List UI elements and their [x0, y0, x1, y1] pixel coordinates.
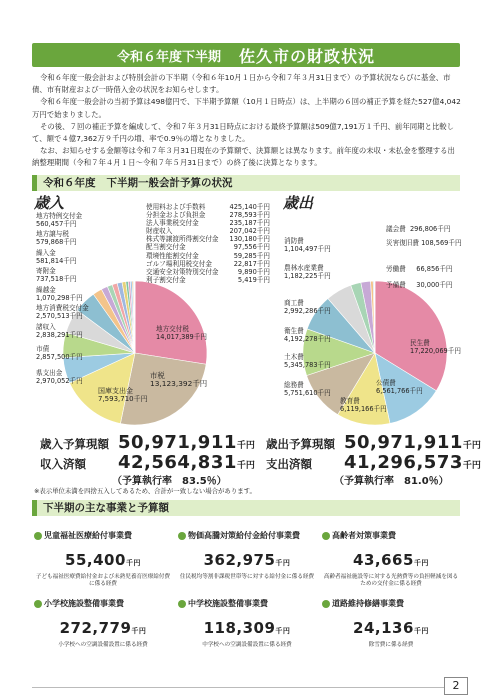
exp-label-somu: 総務費 5,751,610千円: [284, 381, 331, 397]
list-item: 環境性能割交付金 59,285千円: [146, 251, 270, 260]
title-banner: [32, 43, 460, 67]
project-card-elementary: 小学校施設整備事業費 272,779千円 小学校への空調設備設置に係る経費: [34, 598, 172, 649]
section-prefix: 令和６年度: [43, 177, 96, 189]
title-period: 令和６年度下半期: [116, 49, 221, 65]
exp-label-saigai: 災害復旧費 108,569千円: [386, 239, 462, 247]
exp-label-doboku: 土木費 5,345,783千円: [284, 353, 331, 369]
section-header-projects: 下半期の主な事業と予算額: [32, 500, 460, 516]
rev-big-label-kofuzei: 地方交付税 14,017,389千円: [156, 325, 207, 341]
exp-paid-value: 41,296,573: [344, 452, 463, 473]
pie-slice: [135, 281, 207, 364]
section-title: 下半期一般会計予算の状況: [106, 177, 233, 189]
list-item: 利子割交付金 5,419千円: [146, 275, 270, 284]
rev-label-tokurei: 地方特例交付金 560,457千円: [36, 212, 83, 228]
list-item: 使用料および手数料 425,140千円: [146, 203, 270, 211]
rev-received-summary: 収入済額 42,564,831千円: [40, 452, 255, 473]
rev-label-kurire: 繰入金 581,814千円: [36, 249, 77, 265]
exp-label-yobi: 予備費 30,000千円: [386, 281, 453, 289]
rounding-note: ※表示単位未満を四捨五入してあるため、合計が一致しない場合があります。: [34, 487, 256, 495]
rev-budget-value: 50,971,911: [118, 432, 237, 453]
page-title: 佐久市の財政状況: [239, 46, 376, 66]
bullet-icon: [322, 532, 330, 540]
bullet-icon: [178, 600, 186, 608]
exp-label-shoko: 商工費 2,992,286千円: [284, 299, 331, 315]
page-number: 2: [444, 677, 468, 695]
rev-label-kifu: 寄附金 737,518千円: [36, 267, 77, 283]
intro-paragraph: その後、７回の補正予算を編成して、令和７年３月31日時点における最終予算額は509億7,191万１千円、前年同期と比較して、額で４億7,362万９千円の増、率で0.9％の増となりました。: [32, 121, 455, 144]
list-item: 財産収入 207,042千円: [146, 227, 270, 236]
exp-budget-summary: 歳出予算現額 50,971,911千円: [266, 432, 481, 453]
list-item: ゴルフ場利用税交付金 22,817千円: [146, 259, 270, 268]
project-card-price-relief: 物価高騰対策給付金給付事業費 362,975千円 住民税均等割非課税世帯等に対する給付金に係る経費: [179, 531, 315, 580]
exp-big-label-minsei: 民生費 17,220,069千円: [410, 339, 461, 355]
rev-label-shoshunyu: 諸収入 2,838,291千円: [36, 323, 83, 339]
exp-big-label-kyoiku: 教育費 6,119,166千円: [340, 397, 387, 413]
exp-label-eisei: 衛生費 4,192,278千円: [284, 327, 331, 343]
intro-paragraph: 令和６年度一般会計の当初予算は498億円で、下半期予算額（10月１日時点）は、上半期の６回の補正予算を経た527億4,042万円で始まりました。: [32, 97, 461, 119]
project-card-child-medical: 児童福祉医療給付事業費 55,400千円 子ども福祉医療費給付金および未熟児養育医療給付費に係る経費: [35, 531, 171, 587]
bullet-icon: [322, 600, 330, 608]
list-item: 法人事業税交付金 235,187千円: [146, 219, 270, 228]
list-item: 株式等譲渡所得割交付金 130,180千円: [146, 235, 270, 244]
footer-divider: [32, 687, 444, 688]
exp-label-rodo: 労働費 66,856千円: [386, 265, 453, 273]
exp-label-gikai: 議会費 296,806千円: [386, 225, 451, 233]
project-card-road: 道路維持修繕事業費 24,136千円 除雪費に係る経費: [322, 598, 460, 649]
rev-exec-rate: （予算執行率 83.5％）: [112, 476, 227, 487]
exp-exec-rate: （予算執行率 81.0％）: [334, 476, 449, 487]
bullet-icon: [178, 532, 186, 540]
rev-big-label-kokko: 国庫支出金 7,593,710千円: [98, 387, 148, 403]
exp-big-label-kosai: 公債費 6,561,766千円: [376, 379, 423, 395]
bullet-icon: [34, 600, 42, 608]
intro-paragraph: なお、お知らせする金額等は令和７年３月31日現在の予算額で、決算額とは異なります。前年度の未収・未払金を整理する出納整理期間（令和７年４月１日～令和７年５月31日まで）の終了後に決算となります。: [32, 146, 455, 168]
intro-paragraph: 令和６年度一般会計および特別会計の下半期（令和６年10月１日から令和７年３月31日まで）の予算状況ならびに基金、市債、市有財産および一時借入金の状況をお知らせします。: [32, 73, 451, 95]
intro-text: [32, 72, 462, 170]
exp-label-norin: 農林水産業費 1,182,225千円: [284, 264, 331, 280]
list-item: 交通安全対策特別交付金 9,890千円: [146, 267, 270, 276]
rev-label-shisai: 市債 2,857,500千円: [36, 345, 83, 361]
revenue-small-items-list: [146, 203, 270, 284]
exp-paid-summary: 支出済額 41,296,573千円: [266, 452, 481, 473]
revenue-title: 歳入: [34, 194, 65, 212]
bullet-icon: [34, 532, 42, 540]
rev-label-joyo: 地方譲与税 579,868千円: [36, 230, 77, 246]
rev-budget-summary: 歳入予算現額 50,971,911千円: [40, 432, 255, 453]
list-item: 分担金および負担金 278,593千円: [146, 211, 270, 220]
exp-label-shobo: 消防費 1,104,497千円: [284, 237, 331, 253]
rev-label-kurikoshi: 繰越金 1,070,298千円: [36, 286, 83, 302]
rev-received-value: 42,564,831: [118, 452, 237, 473]
rev-label-shohizei: 地方消費税交付金 2,570,513千円: [36, 304, 89, 320]
rev-label-ken: 県支出金 2,970,052千円: [36, 369, 83, 385]
project-card-elderly: 高齢者対策事業費 43,665千円 高齢者福祉施設等に対する光熱費等の負担軽減を図るための交付金に係る経費: [323, 531, 459, 587]
exp-budget-value: 50,971,911: [344, 432, 463, 453]
list-item: 配当割交付金 97,556千円: [146, 243, 270, 252]
project-card-junior-high: 中学校施設整備事業費 118,309千円 中学校への空調設備設置に係る経費: [178, 598, 316, 649]
section-header-budget: [32, 175, 460, 191]
rev-big-label-shizei: 市税 13,123,392千円: [150, 371, 208, 388]
expense-title: 歳出: [283, 194, 314, 212]
